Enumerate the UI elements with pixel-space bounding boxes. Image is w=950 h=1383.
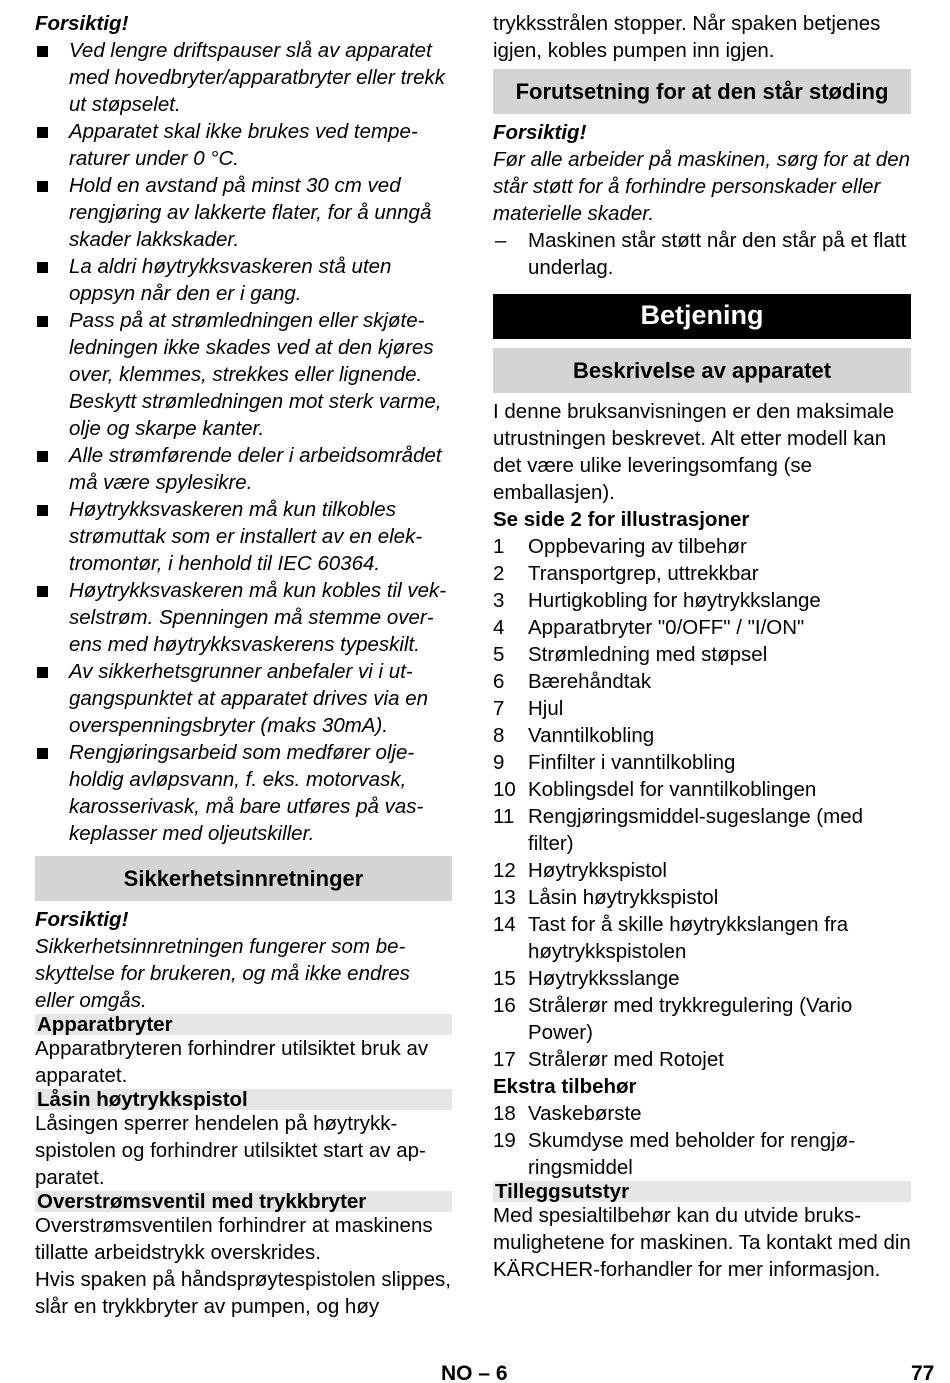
bullet-item [35, 577, 452, 658]
bullet-square-icon [37, 316, 48, 327]
operation-heading: Betjening [493, 294, 911, 339]
item-number: 15 [493, 967, 516, 990]
bullet-square-icon [37, 451, 48, 462]
left-column [35, 10, 452, 1320]
optional-equipment-text: Med spesialtilbehør kan du utvide bruksmulighetene for maskinen. Ta kontakt med din KÄRCHER-forhandler for mer informasjon. [493, 1204, 911, 1281]
item-number: 13 [493, 886, 516, 909]
caution-label: Forsiktig! [35, 12, 129, 35]
bullet-item [35, 307, 452, 442]
bullet-square-icon [37, 181, 48, 192]
bullet-item [35, 253, 452, 307]
item-text: Høytrykksslange [528, 967, 680, 990]
item-number: 7 [493, 697, 505, 720]
bullet-item [35, 442, 452, 496]
bullet-text: Hold en avstand på minst 30 cm ved rengjøring av lakkerte flater, for å unngå skader lakkskader. [69, 174, 432, 251]
bullet-square-icon [37, 46, 48, 57]
bullet-square-icon [37, 748, 48, 759]
numbered-item [493, 857, 911, 884]
device-switch-heading: Apparatbryter [35, 1014, 452, 1035]
item-number: 18 [493, 1102, 516, 1125]
numbered-item [493, 1127, 911, 1181]
item-number: 3 [493, 589, 505, 612]
description-heading: Beskrivelse av apparatet [493, 348, 911, 393]
item-text: Bærehåndtak [528, 670, 652, 693]
item-text: Skumdyse med beholder for rengjøringsmiddel [528, 1129, 856, 1179]
item-number: 2 [493, 562, 505, 585]
numbered-item [493, 749, 911, 776]
item-text: Vanntilkobling [528, 724, 655, 747]
extra-accessories-heading: Ekstra tilbehør [493, 1075, 637, 1098]
numbered-item [493, 776, 911, 803]
numbered-item [493, 560, 911, 587]
item-number: 6 [493, 670, 505, 693]
numbered-item [493, 965, 911, 992]
safety-devices-heading: Sikkerhetsinnretninger [35, 856, 452, 901]
item-number: 10 [493, 778, 516, 801]
item-number: 17 [493, 1048, 516, 1071]
numbered-item [493, 641, 911, 668]
bullet-square-icon [37, 505, 48, 516]
item-text: Oppbevaring av tilbehør [528, 535, 747, 558]
device-switch-text: Apparatbryteren forhindrer utilsiktet bruk av apparatet. [35, 1037, 429, 1087]
numbered-item [493, 1100, 911, 1127]
stability-text: Før alle arbeider på maskinen, sørg for at den står støtt for å forhindre personskader eller materielle skader. [493, 148, 911, 225]
numbered-item [493, 722, 911, 749]
item-number: 19 [493, 1129, 516, 1152]
item-number: 11 [493, 805, 515, 828]
numbered-item [493, 911, 911, 965]
bullet-text: Pass på at strømledningen eller skjøteledningen ikke skades ved at den kjøres over, klemmes, strekkes eller lignende. Beskytt strømledningen mot sterk varme, olje og skarpe kanter. [69, 309, 442, 440]
item-text: Tast for å skille høytrykkslangen fra høytrykkspistolen [528, 913, 849, 963]
item-number: 12 [493, 859, 516, 882]
bullet-text: La aldri høytrykksvaskeren stå uten oppsyn når den er i gang. [69, 255, 392, 305]
stability-item-text: Maskinen står støtt når den står på et flatt underlag. [528, 229, 907, 279]
numbered-item [493, 695, 911, 722]
item-text: Rengjøringsmiddel-sugeslange (med filter) [528, 805, 863, 855]
item-text: Koblingsdel for vanntilkoblingen [528, 778, 817, 801]
bullet-item [35, 739, 452, 847]
item-text: Finfilter i vanntilkobling [528, 751, 736, 774]
right-column [493, 10, 911, 1283]
stability-heading: Forutsetning for at den står støding [493, 69, 911, 114]
bullet-item [35, 496, 452, 577]
safety-devices-text: Sikkerhetsinnretningen fungerer som beskyttelse for brukeren, og må ikke endres eller omgås. [35, 935, 410, 1012]
bullet-text: Apparatet skal ikke brukes ved temperaturer under 0 °C. [69, 120, 418, 170]
overflow-valve-continued: trykksstrålen stopper. Når spaken betjenes igjen, kobles pumpen inn igjen. [493, 12, 881, 62]
illustrations-reference: Se side 2 for illustrasjoner [493, 508, 750, 531]
numbered-item [493, 803, 911, 857]
dash-marker: – [495, 229, 507, 252]
item-text: Vaskebørste [528, 1102, 642, 1125]
bullet-square-icon [37, 667, 48, 678]
numbered-item [493, 1046, 911, 1073]
numbered-item [493, 587, 911, 614]
parts-list [493, 533, 911, 1073]
caution-label: Forsiktig! [35, 908, 129, 931]
item-number: 14 [493, 913, 516, 936]
item-number: 1 [493, 535, 505, 558]
numbered-item [493, 614, 911, 641]
item-text: Hurtigkobling for høytrykkslange [528, 589, 821, 612]
bullet-item [35, 172, 452, 253]
safety-bullet-list [35, 37, 452, 847]
item-text: Høytrykkspistol [528, 859, 667, 882]
stability-item [493, 227, 911, 281]
item-text: Transportgrep, uttrekkbar [528, 562, 759, 585]
bullet-item [35, 658, 452, 739]
item-number: 4 [493, 616, 505, 639]
item-text: Apparatbryter "0/OFF" / "I/ON" [528, 616, 805, 639]
footer-section-label: NO – 6 [441, 1362, 508, 1383]
numbered-item [493, 533, 911, 560]
overflow-valve-text-2: Hvis spaken på håndsprøytespistolen slippes, slår en trykkbryter av pumpen, og høy [35, 1268, 451, 1318]
bullet-text: Av sikkerhetsgrunner anbefaler vi i utgangspunktet at apparatet drives via en overspenningsbryter (maks 30mA). [69, 660, 428, 737]
bullet-square-icon [37, 586, 48, 597]
item-number: 5 [493, 643, 505, 666]
caution-label: Forsiktig! [493, 121, 587, 144]
numbered-item [493, 884, 911, 911]
bullet-item [35, 37, 452, 118]
extra-accessories-list [493, 1100, 911, 1181]
item-number: 8 [493, 724, 505, 747]
gun-lock-heading: Låsin høytrykkspistol [35, 1089, 452, 1110]
description-text: I denne bruksanvisningen er den maksimale utrustningen beskrevet. Alt etter modell kan det være ulike leveringsomfang (se emballasjen). [493, 400, 895, 504]
bullet-text: Ved lengre driftspauser slå av apparatet med hovedbryter/apparatbryter eller trekk ut støpselet. [69, 39, 446, 116]
numbered-item [493, 668, 911, 695]
overflow-valve-heading: Overstrømsventil med trykkbryter [35, 1191, 452, 1212]
optional-equipment-heading: Tilleggsutstyr [493, 1181, 911, 1202]
numbered-item [493, 992, 911, 1046]
item-text: Strålerør med Rotojet [528, 1048, 724, 1071]
bullet-square-icon [37, 127, 48, 138]
item-text: Strømledning med støpsel [528, 643, 768, 666]
page-number: 77 [911, 1362, 935, 1383]
overflow-valve-text: Overstrømsventilen forhindrer at maskinens tillatte arbeidstrykk overskrides. [35, 1214, 433, 1264]
bullet-text: Høytrykksvaskeren må kun tilkobles strømuttak som er installert av en elektromontør, i henhold til IEC 60364. [69, 498, 423, 575]
item-number: 16 [493, 994, 516, 1017]
bullet-text: Høytrykksvaskeren må kun kobles til vekselstrøm. Spenningen må stemme overens med høytrykksvaskerens typeskilt. [69, 579, 447, 656]
bullet-square-icon [37, 262, 48, 273]
bullet-text: Alle strømførende deler i arbeidsområdet må være spylesikre. [69, 444, 442, 494]
bullet-item [35, 118, 452, 172]
gun-lock-text: Låsingen sperrer hendelen på høytrykkspistolen og forhindrer utilsiktet start av apparatet. [35, 1112, 426, 1189]
item-text: Låsin høytrykkspistol [528, 886, 719, 909]
item-text: Hjul [528, 697, 564, 720]
item-text: Strålerør med trykkregulering (Vario Power) [528, 994, 853, 1044]
bullet-text: Rengjøringsarbeid som medfører oljeholdig avløpsvann, f. eks. motorvask, karosserivask, må bare utføres på vaskeplasser med oljeutskiller. [69, 741, 424, 845]
item-number: 9 [493, 751, 505, 774]
